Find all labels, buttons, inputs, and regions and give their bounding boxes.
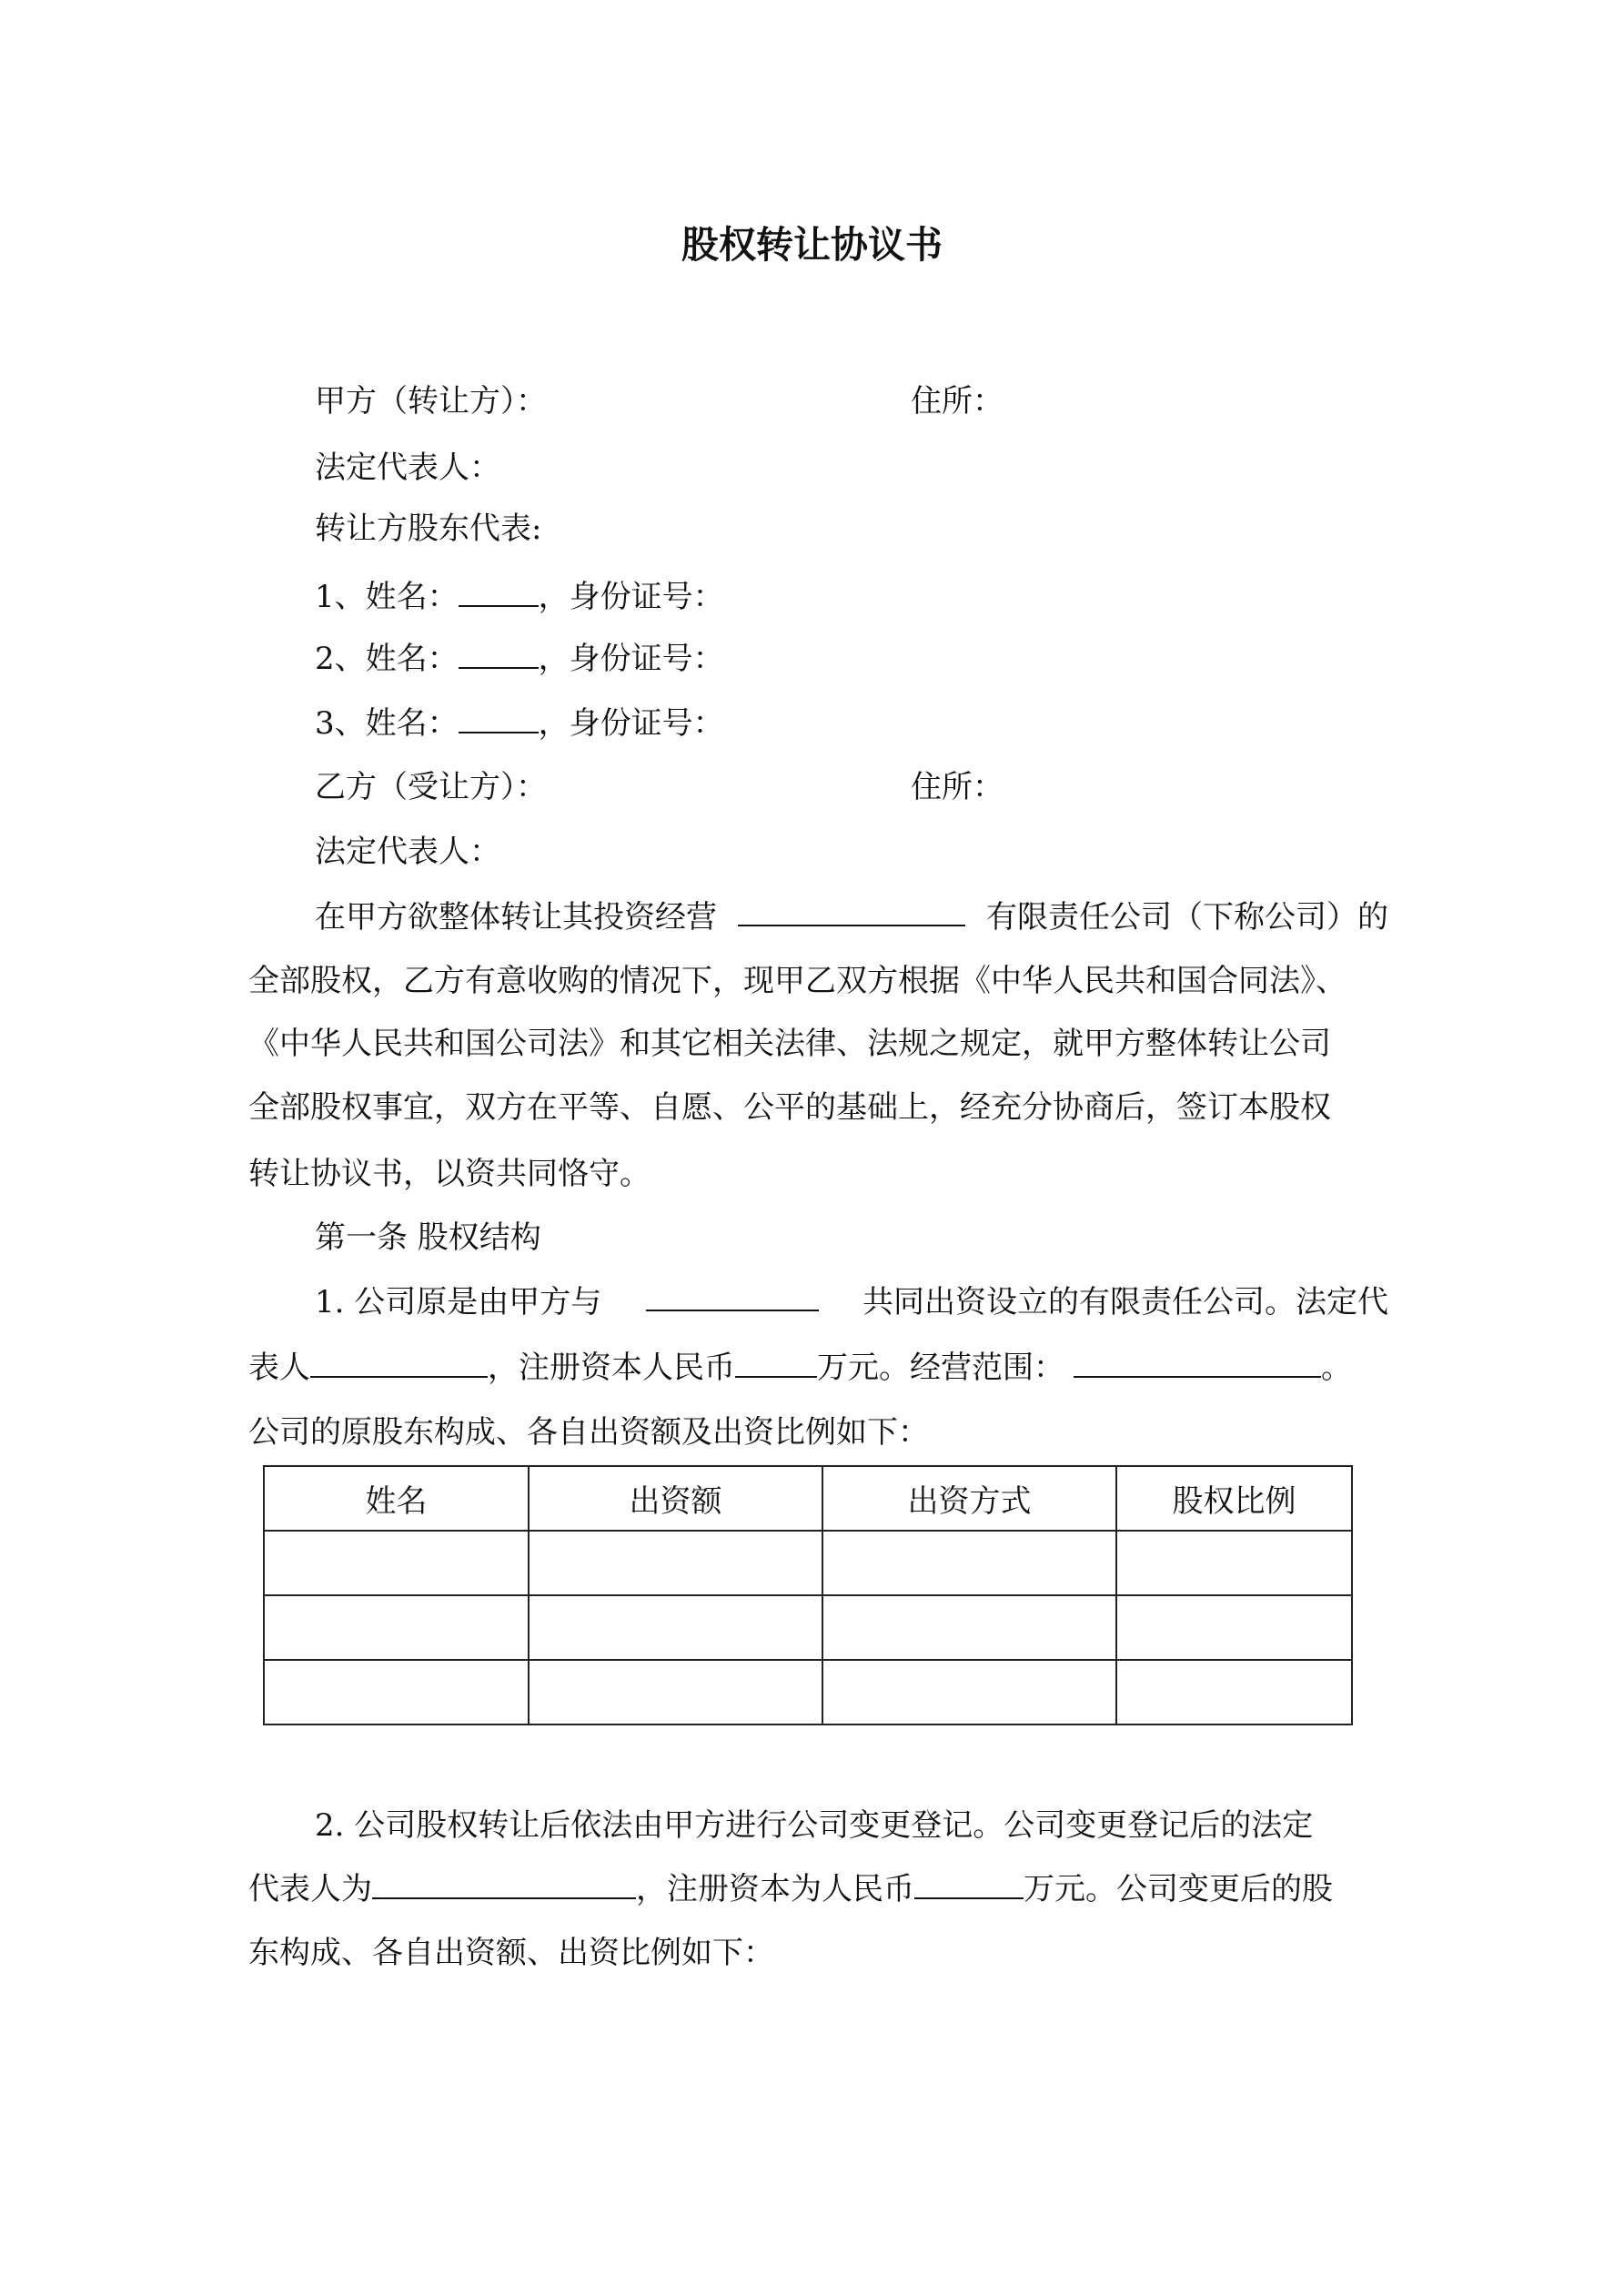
clause-1-line-3: 公司的原股东构成、各自出资额及出资比例如下：	[248, 1414, 929, 1451]
party-a-address-label: 住所：	[911, 383, 1004, 420]
table-row	[264, 1595, 1352, 1660]
clause-2-line-1: 2. 公司股权转让后依法由甲方进行公司变更登记。公司变更登记后的法定	[315, 1807, 1314, 1844]
legal-rep-blank[interactable]	[310, 1349, 488, 1378]
co-founder-blank[interactable]	[646, 1282, 819, 1311]
preamble-line-2: 全部股权，乙方有意收购的情况下，现甲乙双方根据《中华人民共和国合同法》、	[248, 963, 1347, 999]
table-cell[interactable]	[264, 1595, 529, 1660]
table-cell[interactable]	[1116, 1531, 1352, 1595]
header-name: 姓名	[264, 1466, 529, 1531]
preamble-line-3: 《中华人民共和国公司法》和其它相关法律、法规之规定，就甲方整体转让公司	[248, 1026, 1331, 1062]
article-1-heading: 第一条 股权结构	[315, 1219, 541, 1256]
clause-1-line-2: 表人 ，注册资本人民币 万元。经营范围： 。	[248, 1350, 1352, 1386]
table-header-row	[264, 1466, 1352, 1531]
table-cell[interactable]	[264, 1660, 529, 1725]
header-ratio: 股权比例	[1116, 1466, 1352, 1531]
header-method: 出资方式	[822, 1466, 1116, 1531]
table-row	[264, 1660, 1352, 1725]
table-cell[interactable]	[822, 1531, 1116, 1595]
shareholder-rep-3: 3、姓名： ，身份证号：	[315, 705, 724, 742]
original-shareholder-table	[263, 1465, 1353, 1725]
preamble-line-5: 转让协议书，以资共同恪守。	[248, 1156, 651, 1192]
document-title: 股权转让协议书	[681, 223, 943, 267]
party-a-label: 甲方（转让方）：	[315, 383, 547, 420]
party-b-label: 乙方（受让方）：	[315, 769, 547, 805]
new-capital-blank[interactable]	[914, 1870, 1024, 1899]
party-b-line	[315, 767, 1388, 807]
table-row	[264, 1531, 1352, 1595]
table-cell[interactable]	[529, 1531, 822, 1595]
shareholder-reps-label: 转让方股东代表:	[315, 511, 542, 547]
name-blank[interactable]	[459, 640, 539, 669]
table-cell[interactable]	[822, 1595, 1116, 1660]
table-cell[interactable]	[529, 1660, 822, 1725]
business-scope-blank[interactable]	[1074, 1349, 1321, 1378]
table-cell[interactable]	[529, 1595, 822, 1660]
preamble-line-4: 全部股权事宜，双方在平等、自愿、公平的基础上，经充分协商后，签订本股权	[248, 1089, 1331, 1126]
shareholder-rep-1: 1、姓名： ，身份证号：	[315, 579, 724, 615]
clause-2-line-3: 东构成、各自出资额、出资比例如下：	[248, 1935, 774, 1971]
table-cell[interactable]	[1116, 1660, 1352, 1725]
party-b-rep: 法定代表人：	[315, 834, 500, 870]
table-cell[interactable]	[1116, 1595, 1352, 1660]
table-cell[interactable]	[264, 1531, 529, 1595]
capital-blank[interactable]	[735, 1349, 817, 1378]
name-blank[interactable]	[459, 704, 539, 733]
table-cell[interactable]	[822, 1660, 1116, 1725]
shareholder-rep-2: 2、姓名： ，身份证号：	[315, 641, 724, 677]
clause-2-line-2: 代表人为 ，注册资本为人民币 万元。公司变更后的股	[248, 1871, 1333, 1907]
party-b-address-label: 住所：	[911, 769, 1004, 805]
preamble-line-1: 在甲方欲整体转让其投资经营 有限责任公司（下称公司）的	[315, 899, 1388, 936]
new-legal-rep-blank[interactable]	[372, 1870, 636, 1899]
header-amount: 出资额	[529, 1466, 822, 1531]
party-a-line	[315, 381, 1388, 421]
name-blank[interactable]	[459, 578, 539, 607]
company-name-blank[interactable]	[738, 897, 965, 926]
party-a-rep: 法定代表人：	[315, 450, 500, 486]
clause-1-line-1: 1. 公司原是由甲方与 共同出资设立的有限责任公司。法定代	[315, 1284, 1388, 1320]
